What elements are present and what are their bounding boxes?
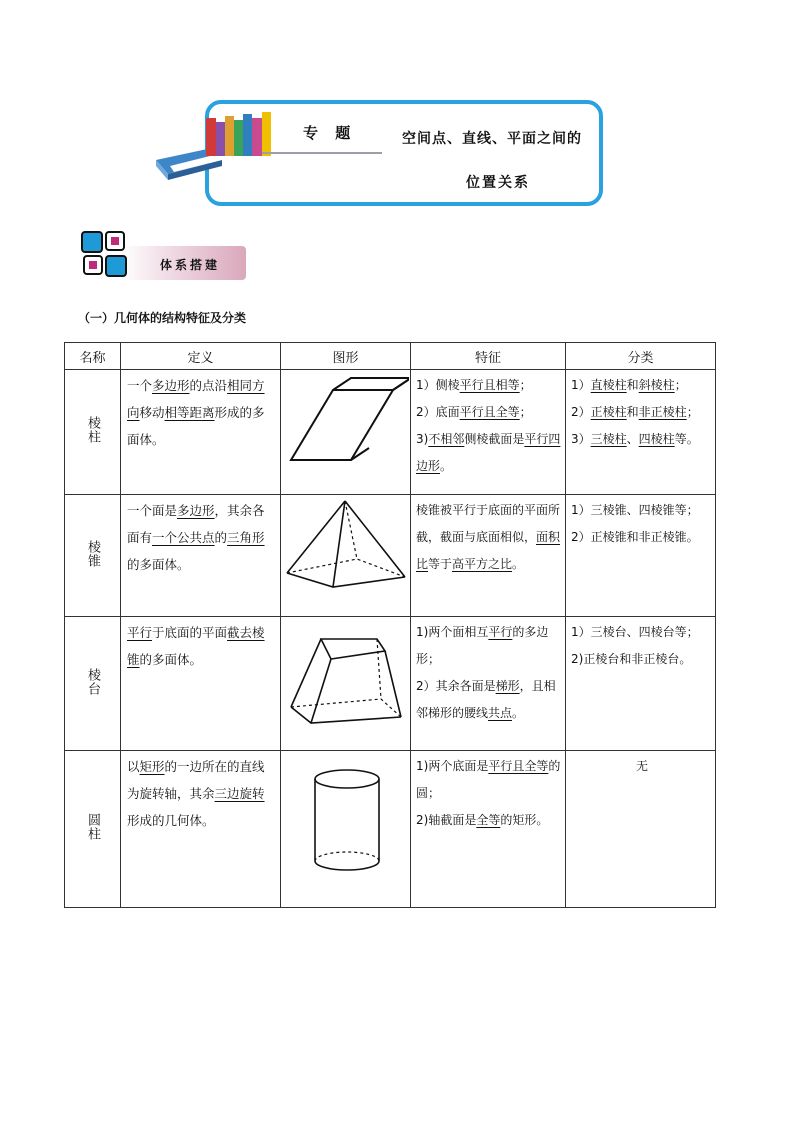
key-term: 平行 xyxy=(488,625,513,639)
header-name: 名称 xyxy=(65,343,121,370)
table-header-row xyxy=(65,343,716,370)
key-term: 非正棱柱 xyxy=(638,405,687,419)
row-name: 棱柱 xyxy=(85,416,100,444)
table-row xyxy=(65,495,716,617)
table-row xyxy=(65,617,716,751)
text-run: 形成的多面体。 xyxy=(127,405,265,447)
banner-title-line1: 空间点、直线、平面之间的 xyxy=(402,131,582,147)
key-term: 梯形 xyxy=(495,679,520,693)
classification-text: 无 xyxy=(635,759,648,773)
key-term: 三棱柱 xyxy=(590,432,627,446)
key-term: 相等距离 xyxy=(164,405,215,420)
classification-text xyxy=(566,370,715,453)
text-run: 。 xyxy=(440,459,453,473)
text-run: 和 xyxy=(626,405,639,419)
text-line xyxy=(416,399,563,426)
text-line xyxy=(416,372,563,399)
text-run: 的一边所在的直线为旋转轴，其余 xyxy=(127,759,265,801)
key-term: 直棱柱 xyxy=(590,378,627,392)
text-line xyxy=(571,497,713,524)
text-line xyxy=(571,372,713,399)
banner-title-line2: 位置关系 xyxy=(466,175,530,191)
text-line xyxy=(416,619,563,673)
key-term: 平行 xyxy=(127,625,153,640)
prism-figure xyxy=(281,370,409,490)
text-run: 的多面体。 xyxy=(127,557,190,572)
frustum-figure xyxy=(281,617,409,747)
text-run: 形成的几何体。 xyxy=(127,813,215,828)
text-run: 等于 xyxy=(428,557,453,571)
text-line xyxy=(416,673,563,727)
table-row xyxy=(65,751,716,908)
classification-text xyxy=(566,617,715,673)
cylinder-figure xyxy=(281,751,409,901)
text-run: 棱锥被平行于底面的平面所截，截面与底面相似， xyxy=(416,503,561,544)
key-term: 平行且相等 xyxy=(459,378,520,392)
text-run: 2）正棱锥和非正棱锥。 xyxy=(571,530,699,544)
text-run: ； xyxy=(686,405,699,419)
text-line xyxy=(571,399,713,426)
text-run: 等。 xyxy=(674,432,699,446)
text-run: 的多面体。 xyxy=(139,652,203,667)
text-run: 一个面是 xyxy=(127,503,178,518)
text-run: 的圆； xyxy=(416,759,561,800)
text-run: 1）三棱锥、四棱锥等； xyxy=(571,503,699,517)
key-term: 棱锥 xyxy=(127,625,265,667)
text-line xyxy=(416,426,563,480)
key-term: 多边形 xyxy=(152,378,190,393)
key-term: 多边形 xyxy=(177,503,215,518)
banner-tag: 专 题 xyxy=(303,124,357,142)
text-line xyxy=(416,753,563,807)
text-line xyxy=(416,807,563,834)
four-squares-icon xyxy=(78,228,130,280)
text-run: 的点沿 xyxy=(189,378,228,393)
text-line xyxy=(416,497,563,578)
text-run: 1)两个面相互 xyxy=(416,625,489,639)
text-run: 。 xyxy=(512,557,525,571)
text-run: 2)轴截面是 xyxy=(416,813,477,827)
text-run: ，且相邻梯形的腰线 xyxy=(416,679,556,720)
key-term: 一个公共点 xyxy=(152,530,215,545)
text-run: ，其余各面有 xyxy=(127,503,265,545)
banner-divider xyxy=(262,152,382,154)
key-term: 正棱柱 xyxy=(590,405,627,419)
features-text xyxy=(411,495,565,578)
features-text xyxy=(411,370,565,480)
text-run: ； xyxy=(519,405,532,419)
header-definition: 定义 xyxy=(121,343,281,370)
key-term: 三边旋转 xyxy=(214,786,265,801)
text-run: 和 xyxy=(626,378,639,392)
key-term: 三角形 xyxy=(227,530,265,545)
section-title: 体系搭建 xyxy=(160,258,221,272)
table-row xyxy=(65,370,716,495)
definition-text xyxy=(121,370,280,453)
solids-table xyxy=(64,342,716,908)
text-run: 2)正棱台和非正棱台。 xyxy=(571,652,692,666)
text-line xyxy=(571,646,713,673)
header-features: 特征 xyxy=(411,343,566,370)
key-term: 相同方向 xyxy=(127,378,265,420)
key-term: 全等 xyxy=(476,813,501,827)
key-term: 高平方之比 xyxy=(452,557,513,571)
text-run: 移动 xyxy=(139,405,165,420)
text-run: 3) xyxy=(416,432,429,446)
definition-text xyxy=(121,751,280,834)
text-run: 1）三棱台、四棱台等； xyxy=(571,625,699,639)
text-run: 2） xyxy=(571,405,591,419)
text-run: ； xyxy=(674,378,687,392)
text-run: 以 xyxy=(127,759,140,774)
key-term: 不相邻 xyxy=(428,432,465,446)
key-term: 面积比 xyxy=(416,530,561,571)
books-icon xyxy=(152,108,282,180)
text-run: 的多边形； xyxy=(416,625,549,666)
key-term: 四棱柱 xyxy=(638,432,675,446)
text-run: 1）侧棱 xyxy=(416,378,460,392)
text-run: 侧棱截面是 xyxy=(464,432,525,446)
key-term: 矩形 xyxy=(139,759,165,774)
text-run: 一个 xyxy=(127,378,153,393)
text-run: 于底面的平面 xyxy=(152,625,228,640)
subheading: （一）几何体的结构特征及分类 xyxy=(78,311,247,325)
header-classification: 分类 xyxy=(566,343,716,370)
key-term: 平行且全等 xyxy=(488,759,549,773)
row-name: 棱台 xyxy=(85,667,100,696)
classification-text xyxy=(566,495,715,551)
text-run: 1)两个底面是 xyxy=(416,759,489,773)
text-run: 1） xyxy=(571,378,591,392)
key-term: 共点 xyxy=(488,706,513,720)
text-run: ； xyxy=(519,378,532,392)
text-line xyxy=(571,524,713,551)
text-run: 的 xyxy=(214,530,228,545)
features-text xyxy=(411,751,565,834)
text-run: 、 xyxy=(626,432,639,446)
definition-text xyxy=(121,617,280,673)
key-term: 截去 xyxy=(227,625,253,640)
pyramid-figure xyxy=(281,495,409,613)
text-run: 2）其余各面是 xyxy=(416,679,496,693)
row-name: 棱锥 xyxy=(85,539,100,568)
definition-text xyxy=(121,495,280,578)
features-text xyxy=(411,617,565,727)
text-line xyxy=(571,426,713,453)
text-run: 的矩形。 xyxy=(500,813,549,827)
text-run: 3） xyxy=(571,432,591,446)
key-term: 斜棱柱 xyxy=(638,378,675,392)
key-term: 平行四边形 xyxy=(416,432,561,473)
text-line xyxy=(571,619,713,646)
header-figure: 图形 xyxy=(281,343,411,370)
text-run: 2）底面 xyxy=(416,405,460,419)
key-term: 平行且全等 xyxy=(459,405,520,419)
row-name: 圆柱 xyxy=(85,813,100,841)
text-run: 。 xyxy=(512,706,525,720)
